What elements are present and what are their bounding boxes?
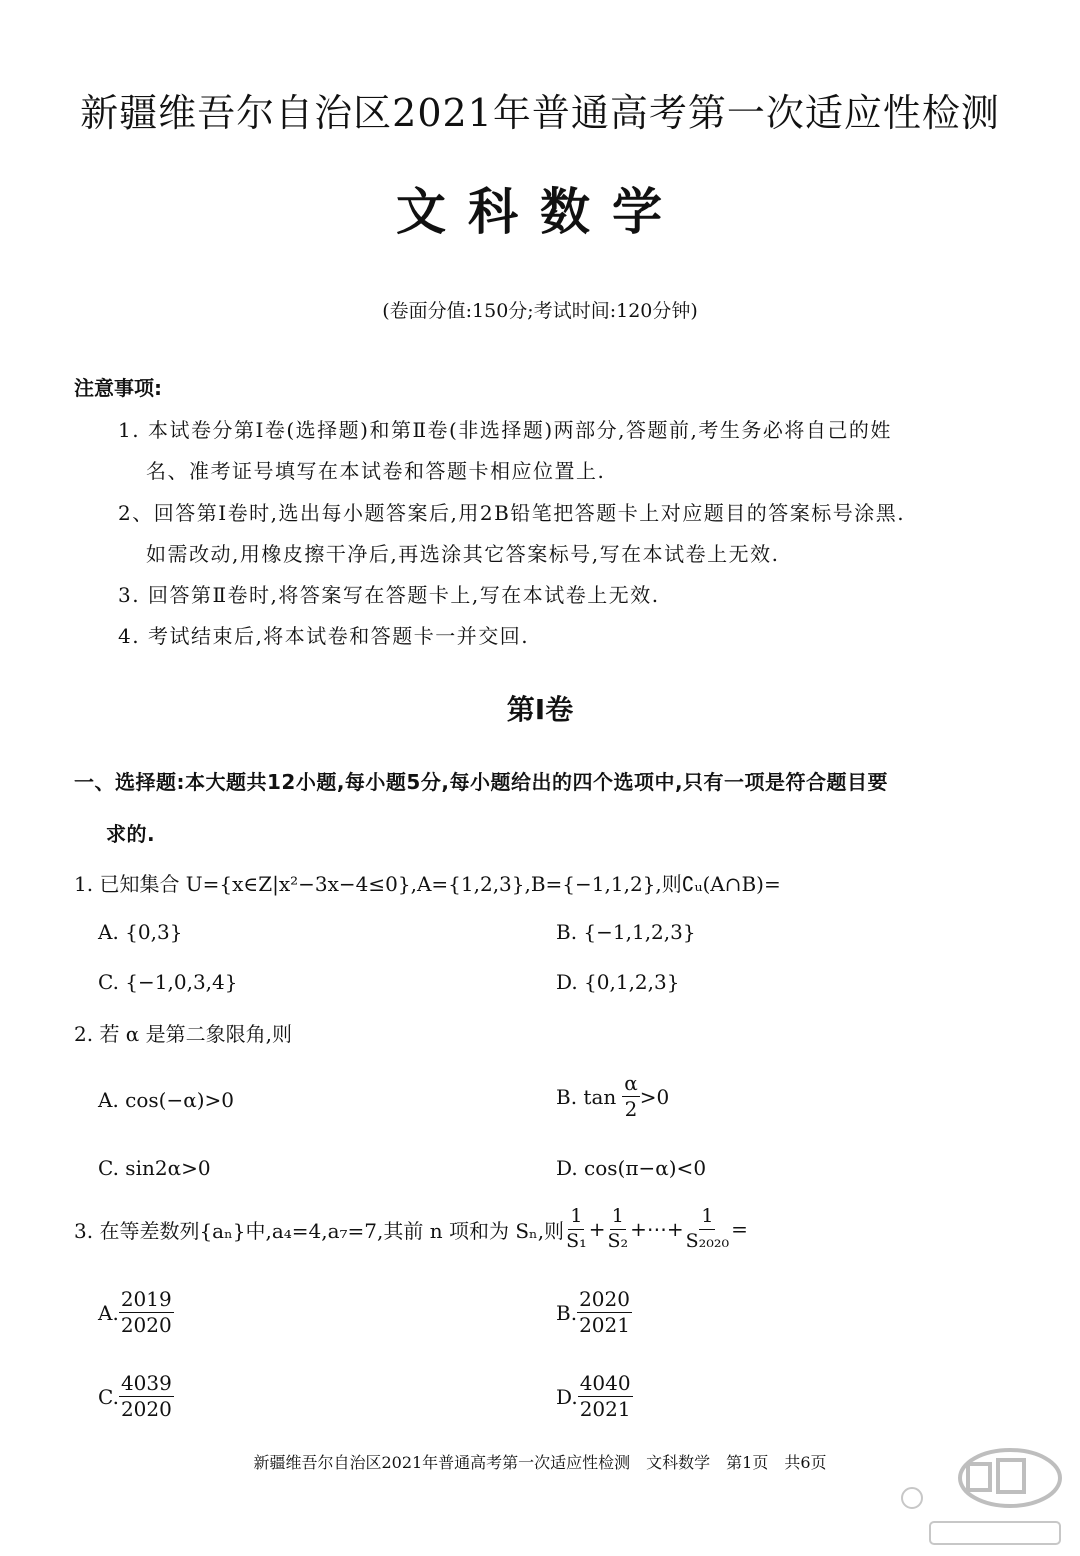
question-3-option-d	[556, 1372, 633, 1421]
question-1-option-b: B. {−1,1,2,3}	[556, 920, 696, 944]
question-2-option-b-tail: >0	[639, 1084, 670, 1109]
question-3-stem-text: 3. 在等差数列{aₙ}中,a₄=4,a₇=7,其前 n 项和为 Sₙ,则	[74, 1218, 565, 1243]
notice-item-1-cont: 名、准考证号填写在本试卷和答题卡相应位置上.	[146, 459, 606, 483]
option-label: C.	[98, 1384, 119, 1409]
question-1-option-a: A. {0,3}	[98, 920, 183, 944]
option-label: D.	[556, 1384, 578, 1409]
fraction-denominator: 2	[624, 1097, 638, 1121]
question-2-stem: 2. 若 α 是第二象限角,则	[74, 1022, 293, 1046]
notice-item-3: 3. 回答第Ⅱ卷时,将答案写在答题卡上,写在本试卷上无效.	[118, 583, 660, 607]
fraction-numerator: 4039	[120, 1371, 172, 1395]
plus-sign: +	[588, 1217, 606, 1242]
question-2-option-a: A. cos(−α)>0	[98, 1088, 235, 1112]
stem-fraction-1	[564, 1206, 589, 1253]
option-fraction	[119, 1288, 174, 1337]
question-3-option-c	[98, 1372, 174, 1421]
fraction-denominator: 2021	[579, 1397, 631, 1421]
fraction-denominator: S₁	[566, 1229, 587, 1252]
stem-fraction-2	[605, 1206, 630, 1253]
notice-item-2-cont: 如需改动,用橡皮擦干净后,再选涂其它答案标号,写在本试卷上无效.	[146, 542, 780, 566]
question-1-option-c: C. {−1,0,3,4}	[98, 970, 238, 994]
notice-item-4: 4. 考试结束后,将本试卷和答题卡一并交回.	[118, 624, 530, 648]
fraction-denominator: 2021	[579, 1313, 630, 1337]
ellipsis-plus: +⋯+	[630, 1217, 684, 1242]
notice-item-2: 2、回答第Ⅰ卷时,选出每小题答案后,用2B铅笔把答题卡上对应题目的答案标号涂黑.	[118, 501, 906, 525]
part-title: 第Ⅰ卷	[506, 693, 574, 726]
option-label: B.	[556, 1300, 578, 1325]
subject-title: 文科数学	[396, 183, 684, 241]
option-label: A.	[98, 1300, 119, 1325]
option-fraction	[119, 1372, 174, 1421]
section-instructions-cont: 求的.	[106, 822, 156, 846]
stem-fraction-2020	[684, 1206, 731, 1253]
option-fraction	[578, 1372, 633, 1421]
question-1-option-d: D. {0,1,2,3}	[556, 970, 680, 994]
fraction-numerator: 1	[610, 1206, 626, 1230]
question-2-option-d: D. cos(π−α)<0	[556, 1156, 707, 1180]
fraction-numerator: α	[624, 1071, 638, 1095]
fraction-denominator: 2020	[120, 1313, 172, 1337]
watermark-graphic	[890, 1440, 1070, 1550]
question-3-option-a	[98, 1288, 174, 1337]
question-3-option-b	[556, 1288, 632, 1337]
fraction-numerator: 1	[699, 1206, 715, 1230]
notice-item-1: 1. 本试卷分第Ⅰ卷(选择题)和第Ⅱ卷(非选择题)两部分,答题前,考生务必将自己的姓	[118, 418, 892, 442]
equals-sign: =	[731, 1217, 748, 1242]
exam-title: 新疆维吾尔自治区2021年普通高考第一次适应性检测	[80, 91, 1000, 135]
alpha-over-2-fraction	[622, 1072, 640, 1121]
fraction-numerator: 2019	[120, 1287, 172, 1311]
question-3-stem	[74, 1206, 748, 1253]
option-fraction	[577, 1288, 632, 1337]
question-2-option-c: C. sin2α>0	[98, 1156, 211, 1180]
question-1-stem: 1. 已知集合 U={x∈Z|x²−3x−4≤0},A={1,2,3},B={−1,1,2},则∁ᵤ(A∩B)=	[74, 872, 781, 896]
fraction-denominator: 2020	[120, 1397, 172, 1421]
section-instructions: 一、选择题:本大题共12小题,每小题5分,每小题给出的四个选项中,只有一项是符合题目要	[74, 770, 889, 794]
score-info: (卷面分值:150分;考试时间:120分钟)	[382, 300, 698, 322]
page-footer: 新疆维吾尔自治区2021年普通高考第一次适应性检测 文科数学 第1页 共6页	[253, 1453, 827, 1472]
question-2-option-b-label: B. tan	[556, 1084, 617, 1109]
notice-title: 注意事项:	[74, 376, 162, 400]
mxqe-watermark-icon	[890, 1440, 1070, 1550]
question-2-option-b	[556, 1072, 669, 1121]
fraction-denominator: S₂	[607, 1229, 629, 1252]
fraction-denominator: S₂₀₂₀	[685, 1229, 730, 1252]
fraction-numerator: 4040	[579, 1371, 631, 1395]
fraction-numerator: 2020	[579, 1287, 630, 1311]
fraction-numerator: 1	[568, 1206, 584, 1230]
